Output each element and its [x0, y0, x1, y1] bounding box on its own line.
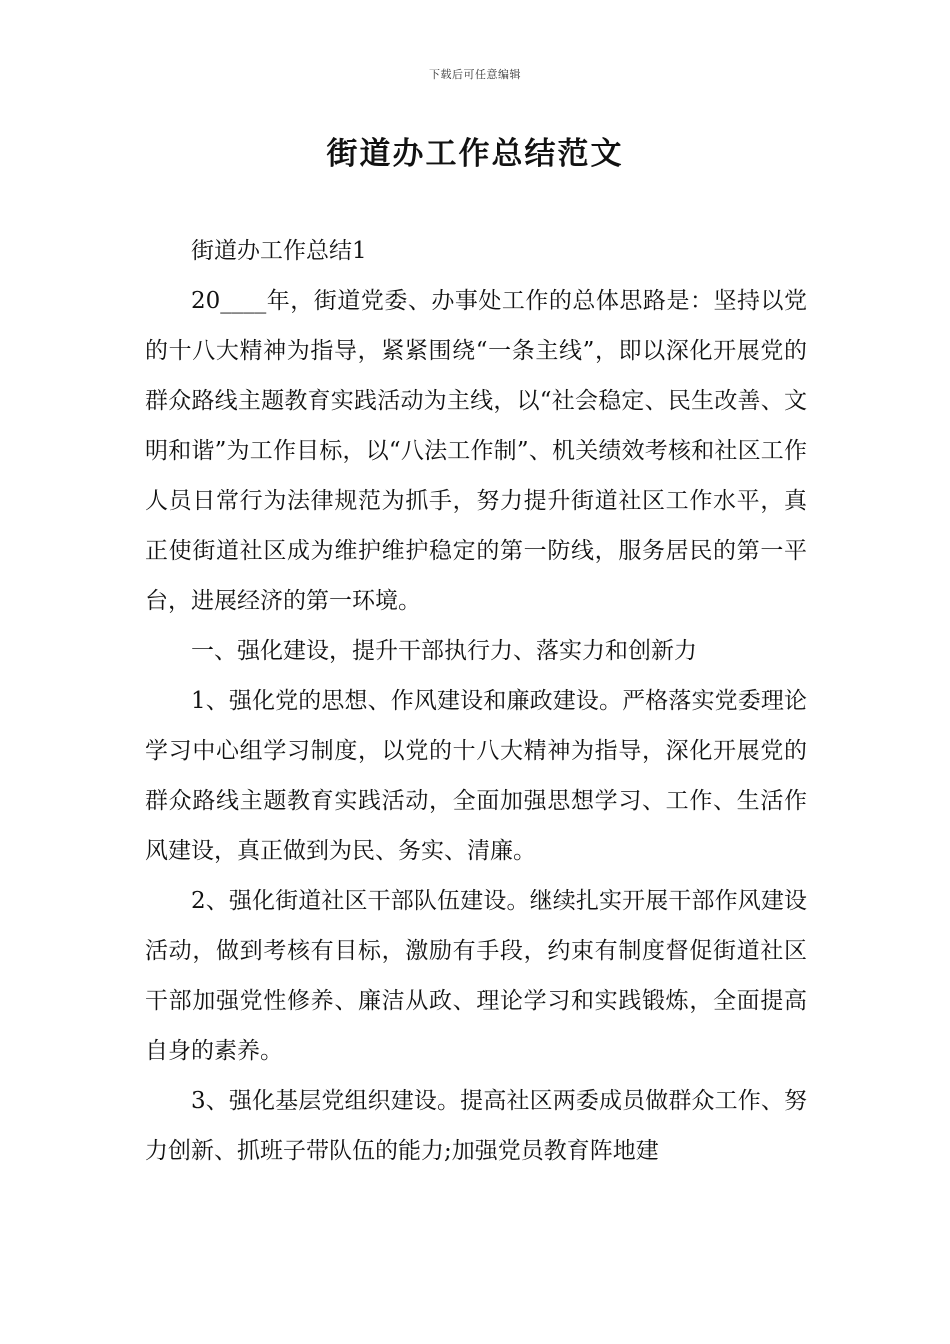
paragraph: 20____年，街道党委、办事处工作的总体思路是：坚持以党的十八大精神为指导，紧紧围绕“一条主线”，即以深化开展党的群众路线主题教育实践活动为主线，以“社会稳定、民生改善、文明和谐”为工作目标，以“八法工作制”、机关绩效考核和社区工作人员日常行为法律规范为抓手，努力提升街道社区工作水平，真正使街道社区成为维护维护稳定的第一防线，服务居民的第一平台，进展经济的第一环境。 — [145, 288, 807, 614]
paragraph: 3、强化基层党组织建设。提高社区两委成员做群众工作、努力创新、抓班子带队伍的能力;加强党员教育阵地建 — [145, 1088, 807, 1164]
paragraph: 1、强化党的思想、作风建设和廉政建设。严格落实党委理论学习中心组学习制度，以党的十八大精神为指导，深化开展党的群众路线主题教育实践活动，全面加强思想学习、工作、生活作风建设，真正做到为民、务实、清廉。 — [145, 688, 807, 864]
section-heading: 街道办工作总结1 — [191, 238, 367, 264]
subsection-heading: 一、强化建设，提升干部执行力、落实力和创新力 — [191, 638, 697, 664]
document-title: 街道办工作总结范文 — [326, 136, 624, 172]
paragraph: 2、强化街道社区干部队伍建设。继续扎实开展干部作风建设活动，做到考核有目标，激励有手段，约束有制度督促街道社区干部加强党性修养、廉洁从政、理论学习和实践锻炼，全面提高自身的素养。 — [145, 888, 807, 1064]
document-body — [145, 226, 807, 1176]
page-header-note: 下载后可任意编辑 — [429, 68, 521, 81]
